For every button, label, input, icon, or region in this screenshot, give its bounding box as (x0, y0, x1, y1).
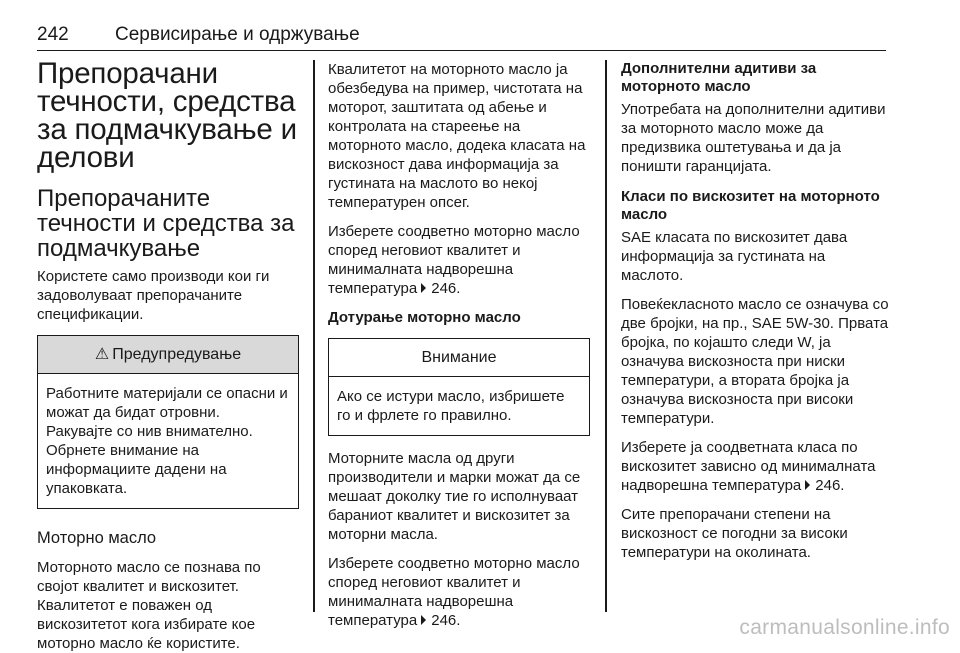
page-reference-arrow-icon (421, 615, 426, 625)
column-divider (605, 60, 607, 612)
notice-header: Внимание (329, 339, 589, 377)
paragraph: Употребата на дополнителни адитиви за моторното масло може да предизвика оштетувања и да ја поништи гаранцијата. (621, 101, 886, 175)
heading-engine-oil: Моторно масло (37, 529, 157, 547)
section-title: Препорачани течности, средства за подмачкување и делови (37, 57, 297, 174)
running-title: Сервисирање и одржување (115, 24, 360, 45)
paragraph: Користете само производи кои ги задоволуваат препорачаните спецификации. (37, 268, 270, 323)
page-number: 242 (37, 24, 69, 45)
warning-icon: ⚠ (94, 346, 110, 363)
heading-topping-up-oil: Дотурање моторно масло (328, 309, 521, 326)
subsection-title: Препорачаните течности и средства за подмачкување (37, 185, 295, 262)
paragraph: Повеќекласното масло се означува со две бројки, на пр., SAE 5W-30. Првата бројка, по којашто следи W, ја означува вискозноста при ниски температури, а втората бројка ја означува вискозноста при високи температури. (621, 296, 889, 427)
paragraph-with-reference (328, 222, 590, 298)
paragraph-with-reference (328, 554, 590, 630)
paragraph: Моторното масло се познава по својот квалитет и вискозитет. Квалитетот е поважен од вискозитетот кога избирате кое моторно масло ќе користите. (37, 559, 261, 652)
heading-oil-additives: Дополнителни адитиви за моторното масло (621, 60, 817, 95)
page-reference[interactable]: 246. (431, 612, 461, 629)
notice-text: Ако се истури масло, избришете го и фрлете го правилно. (337, 388, 565, 424)
paragraph-with-reference (621, 438, 889, 495)
watermark: carmanualsonline.info (739, 616, 950, 639)
warning-box (37, 335, 299, 509)
heading-viscosity-classes: Класи по вискозитет на моторното масло (621, 188, 880, 223)
column-divider (313, 60, 315, 612)
paragraph: Сите препорачани степени на вискозност се погодни за високи температури на околината. (621, 506, 848, 561)
paragraph: Моторните масла од други производители и марки можат да се мешаат доколку тие го исполнуваат бараниот квалитет и вискозитет за моторни масла. (328, 450, 581, 543)
warning-title: Предупредување (112, 346, 242, 363)
column-right (621, 60, 889, 562)
column-middle (328, 60, 590, 630)
warning-header (38, 336, 298, 374)
paragraph: Квалитетот на моторното масло ја обезбедува на пример, чистотата на моторот, заштитата од абење и контролата на стареење на моторното масло, додека класата на вискозност дава информација за густината на маслото во некој температурен опсег. (328, 61, 586, 211)
paragraph-text: Изберете соодветно моторно масло според неговиот квалитет и минималната надворешна температура (328, 555, 580, 629)
warning-text: Работните материјали се опасни и можат да бидат отровни. Ракувајте со нив внимателно. Обрнете внимание на информациите дадени на упаковката. (46, 385, 288, 497)
notice-box (328, 338, 590, 436)
page-reference-arrow-icon (421, 283, 426, 293)
page-reference-arrow-icon (805, 480, 810, 490)
page-reference[interactable]: 246. (431, 280, 461, 297)
paragraph-text: Изберете соодветно моторно масло според неговиот квалитет и минималната надворешна температура (328, 223, 580, 297)
paragraph-text: Изберете ја соодветната класа по вискозитет зависно од минималната надворешна температура (621, 439, 876, 494)
page-reference[interactable]: 246. (815, 477, 845, 494)
page-header (37, 14, 886, 51)
paragraph: SAE класата по вискозитет дава информација за густината на маслото. (621, 229, 848, 284)
notice-body (329, 377, 589, 435)
warning-body (38, 374, 298, 508)
column-left (37, 57, 299, 653)
